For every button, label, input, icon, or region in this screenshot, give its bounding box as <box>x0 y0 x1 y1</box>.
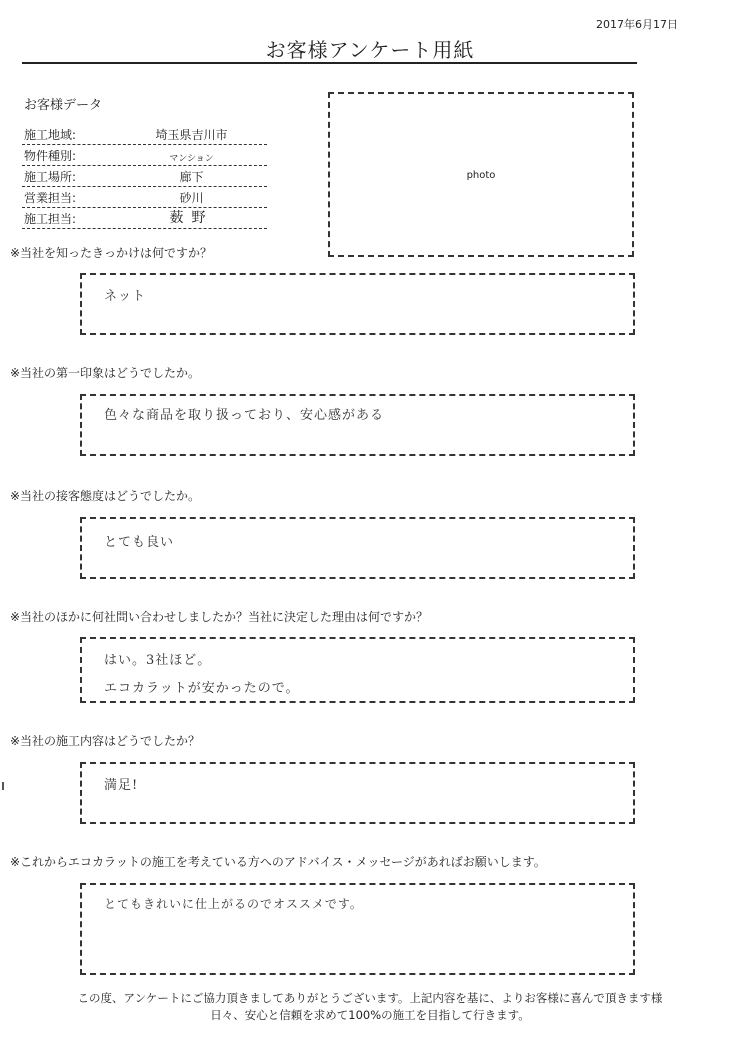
answer-box-5 <box>80 762 635 824</box>
info-value: 廊下 <box>179 170 204 184</box>
title-underline <box>22 62 637 64</box>
answer-text: とても良い <box>104 535 175 550</box>
info-row-sales-rep <box>22 187 267 208</box>
info-row-area <box>22 124 267 145</box>
info-label: 施工場所: <box>24 170 77 184</box>
customer-section-title: お客様データ <box>24 98 103 113</box>
info-label: 施工担当: <box>24 212 77 226</box>
survey-date: 2017年6月17日 <box>596 18 678 31</box>
answer-text: とてもきれいに仕上がるのでオススメです。 <box>104 897 363 911</box>
page-title: お客様アンケート用紙 <box>265 38 475 62</box>
question-2: ※当社の第一印象はどうでしたか。 <box>10 366 201 380</box>
answer-text: はい。3社ほど。 <box>104 653 212 668</box>
question-5: ※当社の施工内容はどうでしたか？ <box>10 734 201 748</box>
info-value: 埼玉県吉川市 <box>155 128 228 142</box>
info-row-location <box>22 166 267 187</box>
info-value: 砂川 <box>179 191 204 205</box>
info-value-handwritten: 薮野 <box>169 210 214 226</box>
question-3: ※当社の接客態度はどうでしたか。 <box>10 489 201 503</box>
info-label: 営業担当: <box>24 191 77 205</box>
customer-info-table <box>22 124 267 229</box>
answer-box-1 <box>80 273 635 335</box>
info-value: マンション <box>169 154 214 164</box>
question-6: ※これからエコカラットの施工を考えている方へのアドバイス・メッセージがあればお願いします。 <box>10 855 546 869</box>
scan-edge-mark <box>2 782 4 790</box>
info-row-installer <box>22 208 267 229</box>
answer-text: 色々な商品を取り扱っており、安心感がある <box>104 408 385 423</box>
answer-text: 満足! <box>104 778 139 793</box>
info-label: 施工地域: <box>24 128 77 142</box>
photo-label: photo <box>466 170 496 181</box>
question-1: ※当社を知ったきっかけは何ですか？ <box>10 246 213 260</box>
footer-line-1: この度、アンケートにご協力頂きましてありがとうございます。上記内容を基に、よりお客様に喜んで頂きます様 <box>77 991 663 1005</box>
answer-box-4 <box>80 637 635 703</box>
question-4: ※当社のほかに何社問い合わせしましたか？当社に決定した理由は何ですか？ <box>10 610 429 624</box>
footer-line-2: 日々、安心と信頼を求めて100%の施工を目指して行きます。 <box>210 1008 530 1022</box>
answer-box-3 <box>80 517 635 579</box>
photo-placeholder <box>328 92 634 257</box>
info-row-property-type <box>22 145 267 166</box>
answer-box-2 <box>80 394 635 456</box>
answer-text: ネット <box>104 289 147 304</box>
answer-box-6 <box>80 883 635 975</box>
answer-text: エコカラットが安かったので。 <box>104 681 300 696</box>
info-label: 物件種別: <box>24 149 77 163</box>
